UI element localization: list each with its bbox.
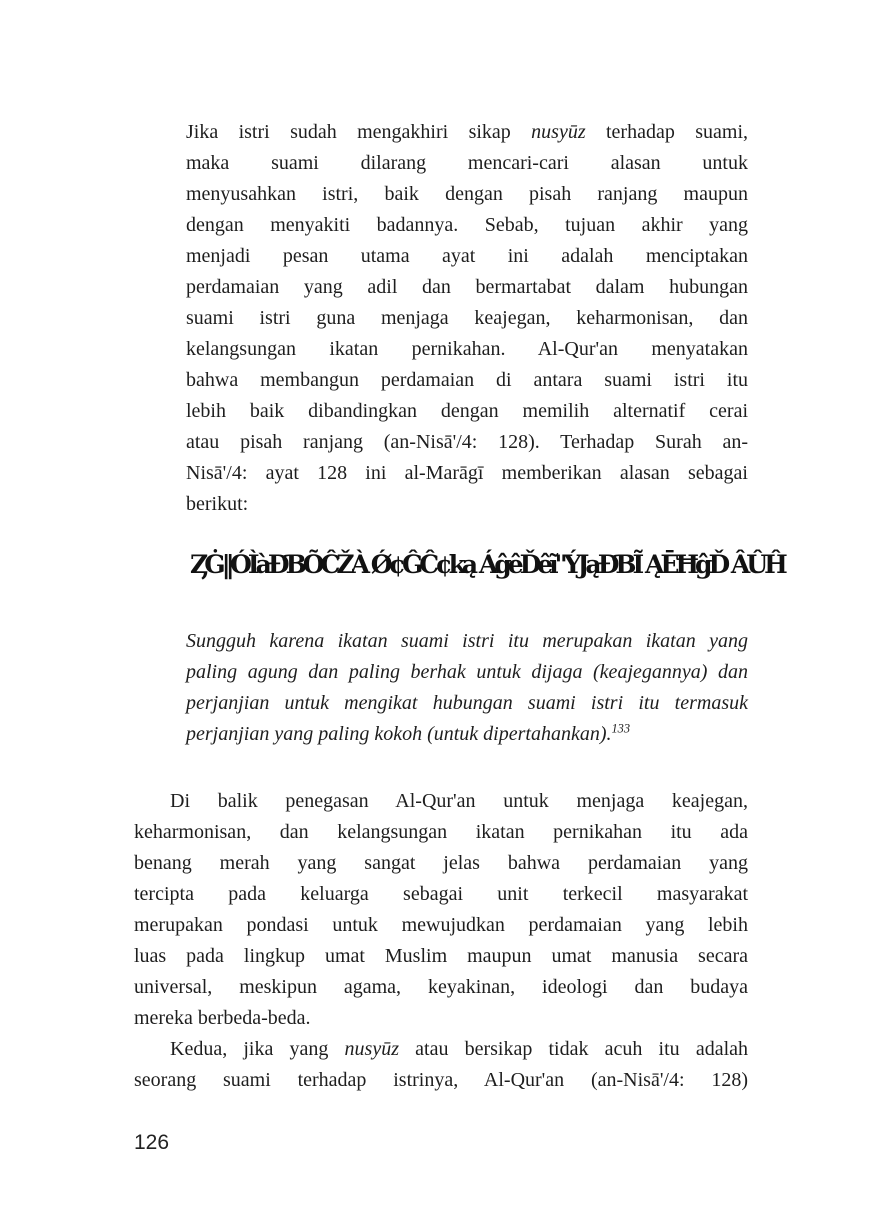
text-segment: menyusahkan istri, baik dengan pisah ranjang maupun [186,183,748,205]
text-line [186,719,748,750]
text-segment: perjanjian yang paling kokoh (untuk dipertahankan). [186,723,612,745]
text-line [186,626,748,657]
text-segment: merupakan pondasi untuk mewujudkan perdamaian yang lebih [134,914,748,936]
text-line [134,910,748,941]
text-segment: paling agung dan paling berhak untuk dijaga (keajegannya) dan [186,661,748,683]
text-segment: Di balik penegasan Al-Qur'an untuk menjaga keajegan, [170,790,748,812]
text-segment: suami istri guna menjaga keajegan, keharmonisan, dan [186,307,748,329]
text-segment: luas pada lingkup umat Muslim maupun umat manusia secara [134,945,748,967]
text-segment: menjadi pesan utama ayat ini adalah menciptakan [186,245,748,267]
italic-term: nusyūz [344,1038,399,1060]
main-text [134,786,748,1096]
text-line [186,272,748,303]
text-segment: keharmonisan, dan kelangsungan ikatan pernikahan itu ada [134,821,748,843]
text-line [186,427,748,458]
text-segment: kelangsungan ikatan pernikahan. Al-Qur'an menyatakan [186,338,748,360]
text-segment: bahwa membangun perdamaian di antara suami istri itu [186,369,748,391]
text-line [134,786,748,817]
text-line [186,148,748,179]
text-segment: Sungguh karena ikatan suami istri itu merupakan ikatan yang [186,630,748,652]
text-line [186,303,748,334]
italic-translation-quote [186,626,748,750]
text-line [134,879,748,910]
text-line [186,334,748,365]
arabic-verse-text: ȤĠ‖ÓÌàĐƁÕĈŽÀ Ǿ¢ĜĈ¢ką ÁĝêĎêĩ"ÝJąĐƁĨ ĄĒĦĝĎ ÂÛĤ [190,550,784,579]
block-quote-paragraph [186,117,748,520]
text-segment: perjanjian untuk mengikat hubungan suami istri itu termasuk [186,692,748,714]
text-segment: berikut: [186,493,249,515]
text-line [134,817,748,848]
text-segment: universal, meskipun agama, keyakinan, ideologi dan budaya [134,976,748,998]
text-line [134,1003,748,1034]
text-line [134,972,748,1003]
text-segment: Jika istri sudah mengakhiri sikap [186,121,532,143]
text-line [186,489,748,520]
paragraph [134,1034,748,1096]
text-segment: tercipta pada keluarga sebagai unit terkecil masyarakat [134,883,748,905]
text-segment: lebih baik dibandingkan dengan memilih alternatif cerai [186,400,748,422]
text-segment: benang merah yang sangat jelas bahwa perdamaian yang [134,852,748,874]
text-line [186,210,748,241]
text-line [186,241,748,272]
text-segment: Nisā'/4: ayat 128 ini al-Marāgī memberikan alasan sebagai [186,462,748,484]
text-line [186,458,748,489]
page-number: 126 [134,1131,170,1154]
text-segment: atau bersikap tidak acuh itu adalah [398,1038,749,1060]
text-line [134,1034,748,1065]
text-segment: perdamaian yang adil dan bermartabat dalam hubungan [186,276,748,298]
text-segment: maka suami dilarang mencari-cari alasan untuk [186,152,748,174]
text-segment: seorang suami terhadap istrinya, Al-Qur'an (an-Nisā'/4: 128) [134,1069,748,1091]
text-line [134,941,748,972]
italic-term: nusyūz [531,121,586,143]
text-segment: terhadap suami, [585,121,748,143]
text-segment: mereka berbeda-beda. [134,1007,311,1029]
text-segment: dengan menyakiti badannya. Sebab, tujuan akhir yang [186,214,748,236]
text-line [186,117,748,148]
text-line [186,365,748,396]
text-line [186,657,748,688]
text-line [134,1065,748,1096]
text-line [186,179,748,210]
text-line [186,396,748,427]
text-segment: Kedua, jika yang [170,1038,345,1060]
text-segment: atau pisah ranjang (an-Nisā'/4: 128). Terhadap Surah an- [186,431,748,453]
text-line [186,688,748,719]
paragraph [134,786,748,1034]
text-line [134,848,748,879]
footnote-marker: 133 [611,721,631,736]
